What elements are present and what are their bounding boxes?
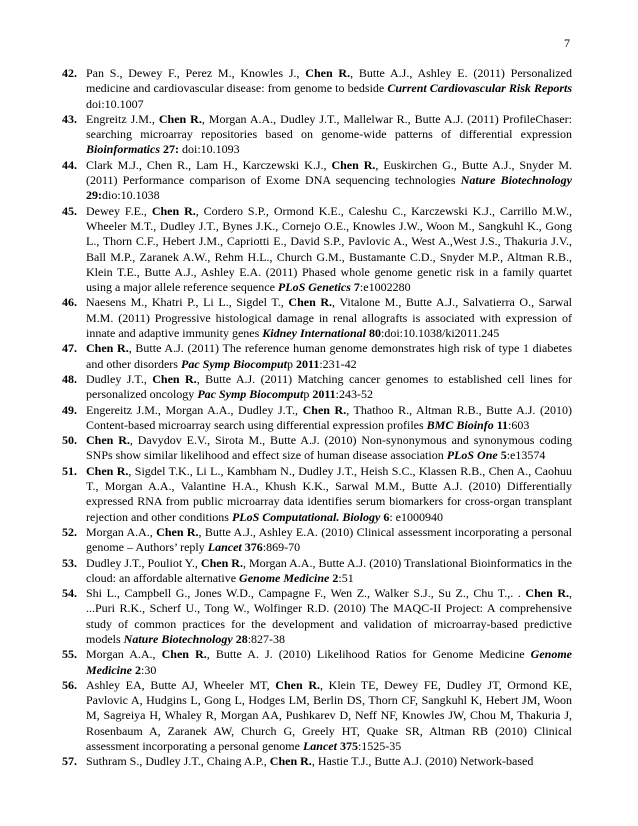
reference-number: 47.	[62, 341, 77, 356]
author-highlight: 2	[332, 570, 339, 585]
reference-number: 50.	[62, 433, 77, 448]
citation-text: :30	[141, 662, 157, 677]
author-highlight: Chen R.	[86, 433, 130, 448]
author-highlight: Chen R.	[269, 754, 312, 769]
citation-text: :1525-35	[357, 739, 402, 754]
reference-number: 45.	[62, 203, 77, 218]
citation-text: :e1002280	[359, 280, 411, 295]
reference-number: 53.	[62, 555, 77, 570]
citation-text: Engereitz J.M., Morgan A.A., Dudley J.T.,	[86, 402, 303, 417]
citation-text: Naesens M., Khatri P., Li L., Sigdel T.,	[86, 295, 289, 310]
author-highlight: Chen R.	[331, 157, 376, 172]
reference-item	[62, 66, 572, 112]
reference-item	[62, 158, 572, 204]
author-highlight: Chen R.	[525, 586, 569, 601]
citation-text: , Cordero S.P., Ormond K.E., Caleshu C., Karczewski K.J., Carrillo M.W., Wheeler M.T., Dudley J.T., Bynes J.K., Cornejo O.E., Knowles J.W., Woon M., Sangkuhl K., Gong L., Thorn C.F., Hebert J.M., Capriotti E., David S.P., Pavlovic A., West A.,West J.S., Thakuria J.V., Ball M.P., Zaranek A.W., Rehm H.L., Church G.M., Bustamante C.D., Snyder M.P., Altman R.B., Klein T.E., Butte A.J., Ashley E.A. (2011) Phased whole genome genetic risk in a family quartet using a major allele reference sequence	[86, 203, 573, 295]
citation-text: , Morgan A.A., Butte A.J. (2010) Translational Bioinformatics in the cloud: an affordable alternative	[86, 555, 572, 585]
reference-item	[62, 204, 572, 296]
citation-text: Morgan A.A.,	[86, 524, 157, 539]
reference-number: 52.	[62, 524, 77, 539]
reference-item	[62, 464, 572, 525]
reference-item	[62, 678, 572, 754]
reference-number: 44.	[62, 157, 77, 172]
citation-text: :51	[338, 570, 354, 585]
citation-text: , Euskirchen G., Butte A.J., Snyder M. (2011) Performance comparison of Exome DNA sequencing technologies	[86, 157, 572, 188]
citation-text: , Davydov E.V., Sirota M., Butte A.J. (2010) Non-synonymous and synonymous coding SNPs show similar likelihood and effect size of human disease association	[86, 433, 572, 463]
citation-text: Dewey F.E.,	[86, 203, 152, 218]
journal-name: PLoS Genetics	[277, 280, 351, 295]
citation-text: :231-42	[319, 356, 357, 371]
reference-number: 56.	[62, 677, 77, 692]
citation-text: , Klein TE, Dewey FE, Dudley JT, Ormond KE, Pavlovic A, Hudgins L, Gong L, Hodges LM, Berlin DS, Thorn CF, Sangkuhl K, Hebert JM, Woon M, Sagreiya H, Whaley R, Morgan AA, Pushkarev D, Neff NF, Knowles JW, Chou M, Thakuria J, Rosenbaum A, Zaranek AW, Church G, Greely HT, Quake SR, Altman RB (2010) Clinical assessment incorporating a personal genome	[86, 677, 572, 754]
journal-name: Current Cardiovascular Risk Reports	[387, 81, 573, 96]
author-highlight: Chen R.	[158, 111, 202, 126]
reference-number: 55.	[62, 647, 77, 662]
reference-number: 57.	[62, 754, 77, 769]
reference-item	[62, 433, 572, 464]
reference-item	[62, 556, 572, 587]
journal-name: Lancet	[302, 739, 337, 754]
citation-text: :doi:10.1038/ki2011.245	[380, 326, 500, 341]
citation-text: , Morgan A.A., Dudley J.T., Mallelwar R., Butte A.J. (2011) ProfileChaser: searching microarray repositories based on genome-wide patterns of differential expression	[86, 111, 572, 142]
citation-text: , Butte A. J. (2010) Likelihood Ratios for Genome Medicine	[206, 647, 531, 662]
author-highlight: 2	[135, 662, 141, 677]
citation-text: , Butte A.J. (2011) Matching cancer genomes to established cell lines for personalized oncology	[86, 371, 573, 402]
journal-name: PLoS Computational. Biology	[231, 509, 381, 524]
citation-text: :e13574	[506, 448, 546, 463]
reference-item	[62, 403, 572, 434]
citation-text: , Butte A.J., Ashley E. (2011) Personalized medicine and cardiovascular disease: from genome to bedside	[86, 66, 572, 96]
reference-item	[62, 525, 572, 556]
author-highlight: Chen R.	[86, 341, 129, 356]
author-highlight: 2011	[312, 387, 336, 402]
reference-number: 42.	[62, 66, 77, 80]
reference-item	[62, 295, 572, 341]
author-highlight: Chen R.	[302, 402, 347, 417]
reference-list	[62, 66, 572, 770]
citation-text: :243-52	[335, 387, 373, 402]
reference-number: 54.	[62, 586, 77, 601]
citation-text: doi:10.1007	[86, 96, 144, 111]
author-highlight: 80	[368, 326, 381, 341]
journal-name: Nature Biotechnology	[123, 631, 233, 646]
citation-text: p	[286, 356, 296, 371]
reference-number: 46.	[62, 295, 77, 310]
author-highlight: Chen R.	[86, 463, 129, 478]
citation-text: , Hastie T.J., Butte A.J. (2010) Network-based	[311, 754, 534, 769]
citation-text: :869-70	[262, 540, 301, 555]
author-highlight: Chen R.	[156, 524, 199, 539]
reference-item	[62, 754, 572, 769]
citation-text: Morgan A.A.,	[86, 647, 162, 662]
citation-text: Dudley J.T.,	[86, 371, 153, 386]
page-number: 7	[564, 36, 570, 50]
journal-name: Pac Symp Biocomput	[197, 387, 304, 402]
citation-text: , ...Puri R.K., Scherf U., Tong W., Wolfinger R.D. (2010) The MAQC-II Project: A comprehensive study of common practices for the development and validation of microarray-based predictive models	[86, 586, 572, 646]
author-highlight: Chen R.	[152, 371, 197, 386]
journal-name: BMC Bioinfo	[426, 417, 494, 432]
citation-text: , Butte A.J. (2011) The reference human genome demonstrates high risk of type 1 diabetes and other disorders	[86, 341, 572, 371]
reference-item	[62, 586, 572, 647]
reference-item	[62, 112, 572, 158]
journal-name: Pac Symp Biocomput	[180, 356, 287, 371]
citation-text: : e1000940	[389, 509, 443, 524]
citation-text: Pan S., Dewey F., Perez M., Knowles J.,	[86, 66, 306, 80]
citation-text: Clark M.J., Chen R., Lam H., Karczewski K.J.,	[86, 157, 332, 172]
citation-text: p	[303, 387, 313, 402]
journal-name: Genome Medicine	[239, 570, 330, 585]
citation-text: dio:10.1038	[102, 188, 160, 203]
reference-item	[62, 647, 572, 678]
reference-item	[62, 341, 572, 372]
author-highlight: 28	[235, 631, 248, 646]
author-highlight: 375	[339, 739, 358, 754]
reference-number: 51.	[62, 463, 77, 478]
citation-text: , Thathoo R., Altman R.B., Butte A.J. (2010) Content-based microarray search using differential expression profiles	[86, 402, 572, 432]
author-highlight: Chen R.	[161, 647, 207, 662]
citation-text: Ashley EA, Butte AJ, Wheeler MT,	[86, 677, 276, 692]
author-highlight: 11	[496, 417, 509, 432]
author-highlight: 376	[244, 540, 263, 555]
citation-text: , Vitalone M., Butte A.J., Salvatierra O., Sarwal M.M. (2011) Progressive histological damage in renal allografts is associated with expression of innate and adaptive immunity genes	[86, 295, 572, 341]
citation-text: Suthram S., Dudley J.T., Chaing A.P.,	[86, 754, 270, 769]
journal-name: Bioinformatics	[86, 142, 161, 157]
citation-text: doi:10.1093	[179, 142, 240, 157]
reference-number: 48.	[62, 371, 77, 386]
citation-text: , Sigdel T.K., Li L., Kambham N., Dudley J.T., Heish S.C., Klassen R.B., Chen A., Caohuu T., Morgan A.A., Valantine H.A., Khush K.K., Sarwal M.M., Butte A.J. (2010) Differentially expressed RNA from public microarray data identifies serum biomarkers for cross-organ transplant rejection and other conditions	[86, 463, 572, 524]
journal-name: PLoS One	[446, 448, 498, 463]
citation-text: Shi L., Campbell G., Jones W.D., Campagne F., Wen Z., Walker S.J., Su Z., Chu T.,. .	[86, 586, 526, 601]
journal-name: Genome Medicine	[86, 647, 572, 677]
author-highlight: Chen R.	[288, 295, 333, 310]
author-highlight: 29:	[86, 188, 102, 203]
author-highlight: 2011	[295, 356, 320, 371]
reference-item	[62, 372, 572, 403]
journal-name: Kidney International	[262, 326, 366, 341]
author-highlight: Chen R.	[305, 66, 351, 80]
author-highlight: Chen R.	[275, 677, 320, 692]
citation-text: :827-38	[247, 631, 286, 646]
journal-name: Nature Biotechnology	[460, 173, 572, 188]
author-highlight: 5	[500, 448, 507, 463]
journal-name: Lancet	[207, 540, 242, 555]
citation-text: , Butte A.J., Ashley E.A. (2010) Clinical assessment incorporating a personal genome – Authors’ reply	[86, 524, 572, 555]
reference-number: 49.	[62, 402, 77, 417]
reference-number: 43.	[62, 111, 77, 126]
author-highlight: 7	[353, 280, 360, 295]
author-highlight: Chen R.	[200, 555, 243, 570]
author-highlight: 6	[383, 509, 390, 524]
citation-text: Engreitz J.M.,	[86, 111, 159, 126]
citation-text: :603	[508, 417, 530, 432]
citation-text: Dudley J.T., Pouliot Y.,	[86, 555, 201, 570]
author-highlight: Chen R.	[151, 203, 196, 218]
author-highlight: 27:	[163, 142, 180, 157]
